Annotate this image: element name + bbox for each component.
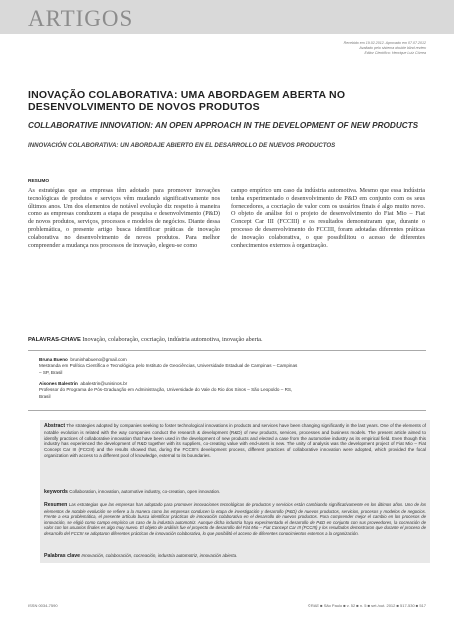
keywords-en-text: Collaboration, innovation, automotive industry, co-creation, open innovation.	[69, 489, 221, 494]
section-title: ARTIGOS	[28, 6, 134, 31]
divider-bottom	[28, 410, 426, 411]
article-title-en: COLLABORATIVE INNOVATION: AN OPEN APPROACH IN THE DEVELOPMENT OF NEW PRODUCTS	[28, 121, 419, 130]
author-2-affiliation-cont: Brasil	[39, 393, 51, 399]
author-1-email[interactable]: bruninhabueno@gmail.com	[70, 357, 127, 362]
keywords-es-label: Palabras clave	[44, 553, 81, 559]
article-title-pt: INOVAÇÃO COLABORATIVA: UMA ABORDAGEM ABERTA NO DESENVOLVIMENTO DE NOVOS PRODUTOS	[28, 89, 346, 113]
footer-citation: ©RAE ■ São Paulo ■ v. 52 ■ n. 5 ■ set./out. 2012 ■ 517-530 ■ 517	[307, 603, 426, 608]
received-date: Recebido em 19.02.2012. Aprovado em 07.07.2012	[343, 41, 426, 45]
divider-top	[28, 350, 426, 351]
resumo-column-1: As estratégias que as empresas têm adotado para promover inovações tecnológicas de produtos e serviços vêm mudando significativamente nos últimos anos. Um dos elementos de notável evolução diz respeito à maneira como as empresas conduzem a etapa de pesquisa e desenvolvimento (P&D) de novos produtos, serviços, processos e modelos de negócios. Diante dessa problemática, o presente artigo busca identificar práticas de inovação colaborativa no desenvolvimento de novos produtos. Para melhor compreender a mudança nos processos de inovação, elegeu-se como	[28, 187, 220, 249]
resumen-text: Las estrategias que las empresas han adoptado para promover innovaciones tecnológicas de productos y servicios están cambiando significativamente en los últimos años. Uno de los elementos de notable evolución se refiere a la manera como las empresas conducen la etapa de investigación y desarrollo (P&D) de nuevos productos, servicios, procesos y modelos de negocios. Frente a esa problemática, el presente artículo busca identificar prácticas de innovación colaborativa en el desarrollo de nuevos productos. Para comprender mejor el cambio en los procesos de innovación, se eligió como campo empírico un caso de la industria automotriz. Aunque dicha industria haya experimentado el desarrollo de P&D en conjunto con sus proveedores, la cocreación de valor con los usuarios finales es algo muy nuevo. El objeto de análisis fue el proyecto de desarrollo del Fiat Mio – Fiat Concept Car III (FCCIII) y los resultados demostraron que durante el proceso de desarrollo del FCCIII se adoptaron diferentes prácticas de innovación colaborativa, lo que posibilitó el acceso de diferentes conocimientos externos a la organización.	[44, 502, 426, 536]
keywords-es-text: Innovación, colaboración, cocreación, industria automotriz, innovación abierta.	[81, 553, 238, 558]
author-1	[39, 357, 297, 376]
author-2-affiliation: Professor do Programa de Pós-Graduação em Administração, Universidade do Vale do Rio dos Sinos – São Leopoldo – RS,	[39, 387, 293, 393]
abstract-en	[44, 423, 426, 459]
resumen-label: Resumen	[44, 502, 68, 508]
author-1-affiliation: Mestranda em Política Científica e Tecnológica pelo Instituto de Geociências, Universidade Estadual de Campinas – Campinas	[39, 363, 298, 369]
keywords-pt-text: Inovação, colaboração, cocriação, indústria automotiva, inovação aberta.	[82, 336, 263, 343]
author-2-name: Aisones Balestrin	[39, 381, 78, 386]
author-2-email[interactable]: abalestrin@unisinos.br	[80, 381, 128, 386]
resumo-heading: RESUMO	[28, 179, 50, 184]
resumen-es	[44, 502, 426, 537]
footer-issn: ISSN 0034-7590	[28, 603, 58, 608]
resumo-column-2: campo empírico um caso da indústria automotiva. Mesmo que essa indústria tenha experimentado o desenvolvimento de P&D em conjunto com os seus fornecedores, a cocriação de valor com os usuários finais é algo muito novo. O objeto de análise foi o projeto de desenvolvimento do Fiat Mio – Fiat Concept Car III (FCCIII) e os resultados demonstraram que, durante o processo de desenvolvimento do FCCIII, foram adotadas diferentes práticas de inovação colaborativa, o que possibilitou o acesso de diferentes conhecimentos externos à organização.	[231, 187, 425, 249]
author-2	[39, 381, 292, 400]
article-title-es: INNOVACIÓN COLABORATIVA: UN ABORDAJE ABIERTO EN EL DESARROLLO DE NUEVOS PRODUCTOS	[28, 142, 336, 149]
abstract-label: Abstract	[44, 423, 66, 429]
keywords-es	[44, 553, 426, 560]
keywords-pt-label: PALAVRAS-CHAVE	[28, 337, 81, 343]
editor-note: Editor Científico: Henrique Luiz Côrrea	[364, 51, 426, 55]
review-note: Avaliado pelo sistema double blind review	[359, 46, 426, 50]
keywords-en-label: keywords	[44, 489, 68, 495]
author-1-name: Bruna Bueno	[39, 357, 68, 362]
keywords-en	[44, 489, 426, 496]
keywords-pt	[28, 336, 428, 343]
author-1-affiliation-cont: – SP, Brasil	[39, 369, 63, 375]
abstract-text: The strategies adopted by companies seeking to foster technological innovations in products and services have been changing significantly in the last years. One of the elements of notable evolution is related with the way companies conduct the research & development (R&D) of new products, services, processes and business models. The present article aimed to identify practices of collaborative innovation that have been used in the development of new products and elected a case from the automotive industry as its empirical field. Even though this industry has experienced the development of R&D together with its suppliers, co-creating value with end-users is new. The unity of analysis was the development project of Fiat Mio – Fiat Concept Car III (FCCIII) and the results showed that, during the FCCIII's development process, different practices of collaborative innovation were adopted, which provided the focal organization with access to a different pool of knowledge, external to its boundaries.	[44, 423, 426, 458]
